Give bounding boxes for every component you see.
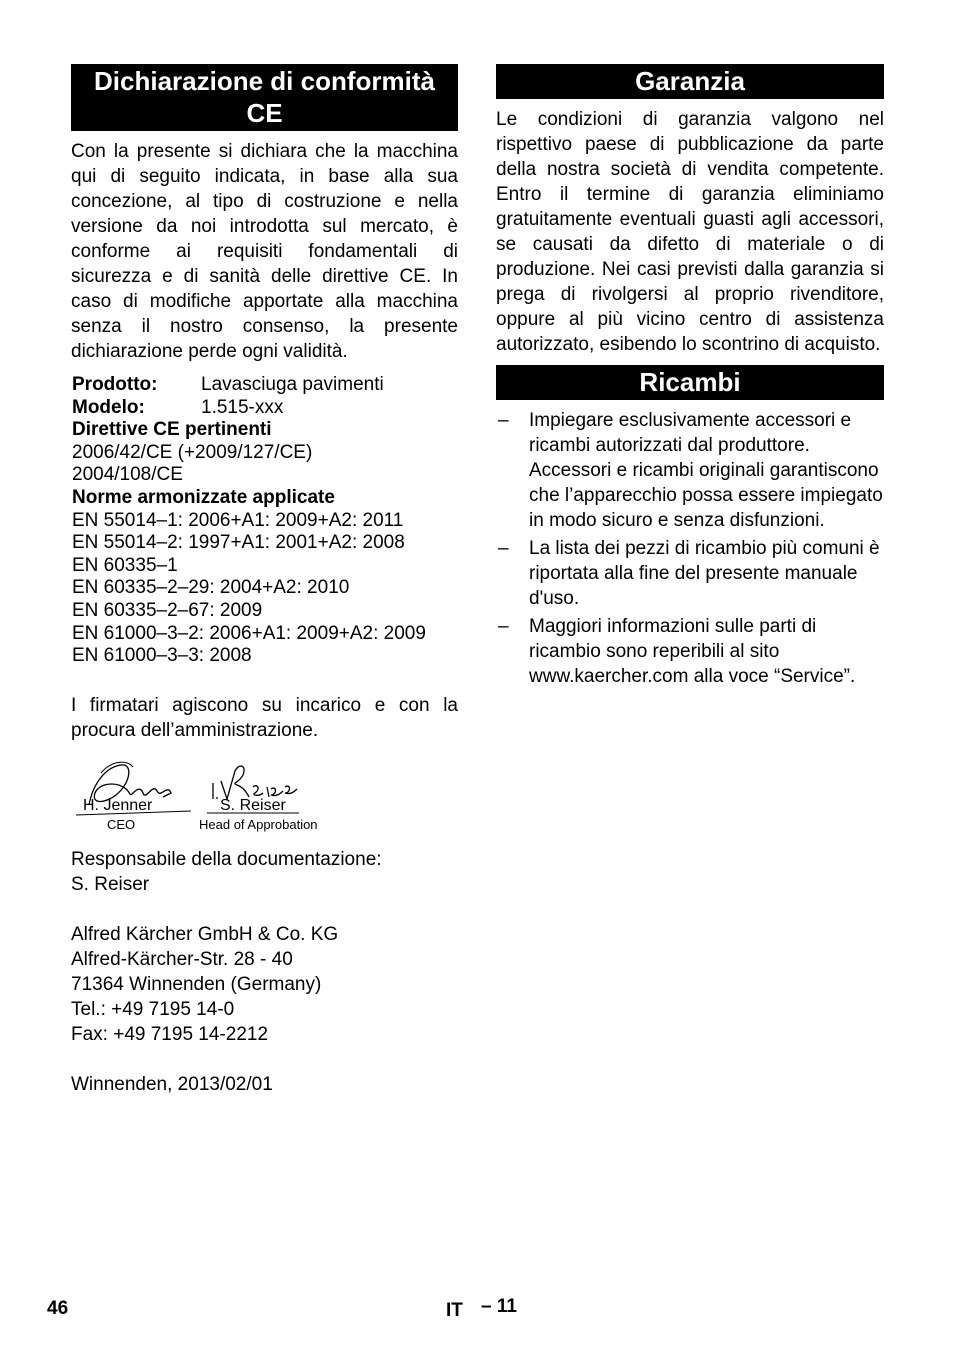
directives-heading: Direttive CE pertinenti	[72, 419, 272, 441]
spare-parts-list	[496, 408, 884, 689]
signatories-paragraph: I firmatari agiscono su incarico e con la procura dell’amministrazione.	[71, 694, 458, 741]
documentation-responsible	[71, 847, 458, 897]
model-label: Modelo:	[72, 396, 145, 418]
norm-item: EN 60335–1	[72, 554, 178, 576]
company-address	[71, 922, 458, 1047]
doc-responsible-label: Responsabile della documentazione:	[71, 848, 382, 870]
model-value: 1.515-xxx	[201, 396, 284, 418]
section-heading-spare-parts: Ricambi	[496, 365, 884, 400]
section-page-number: – 11	[481, 1296, 517, 1317]
norm-item: EN 60335–2–29: 2004+A2: 2010	[72, 577, 350, 599]
product-label: Prodotto:	[72, 374, 158, 395]
list-item-text: La lista dei pezzi di ricambio più comuni è riportata alla fine del presente manuale d'uso.	[529, 538, 880, 609]
address-line: Tel.: +49 7195 14-0	[71, 998, 235, 1020]
section-heading-warranty: Garanzia	[496, 64, 884, 99]
section-heading-ce-declaration: Dichiarazione di conformità CE	[71, 64, 458, 131]
intro-paragraph: Con la presente si dichiara che la macchina qui di seguito indicata, in base alla sua concezione, al tipo di costruzione e nella versione da noi introdotta sul mercato, è conforme ai requisiti fondamentali di sicurezza e di sanità delle direttive CE. In caso di modifiche apportate alla macchina senza il nostro consenso, la presente dichiarazione perde ogni validità.	[71, 141, 458, 362]
bullet-dash: –	[498, 538, 509, 559]
bullet-dash: –	[498, 616, 509, 637]
left-column	[71, 64, 458, 1097]
norm-item: EN 55014–2: 1997+A1: 2001+A2: 2008	[72, 532, 405, 554]
list-item-text: Maggiori informazioni sulle parti di ricambio sono reperibili al sito www.kaercher.com alla voce “Service”.	[529, 616, 856, 687]
list-item-text: Impiegare esclusivamente accessori e ricambi autorizzati dal produttore. Accessori e ricambi originali garantiscono che l’apparecchio possa essere impiegato in modo sicuro e senza disfunzioni.	[529, 410, 883, 531]
signer2-name: S. Reiser	[220, 796, 286, 814]
product-value: Lavasciuga pavimenti	[201, 374, 384, 395]
address-line: Alfred-Kärcher-Str. 28 - 40	[71, 948, 293, 970]
signer1-role: CEO	[107, 816, 136, 832]
signature-block	[71, 753, 458, 845]
list-item	[496, 536, 884, 611]
place-date: Winnenden, 2013/02/01	[71, 1073, 273, 1095]
signer2-role: Head of Approbation	[199, 816, 318, 832]
warranty-paragraph: Le condizioni di garanzia valgono nel rispettivo paese di pubblicazione da parte della nostra società di vendita competente. Entro il termine di garanzia eliminiamo gratuitamente eventuali guasti agli accessori, se causati da difetto di materiale o di produzione. Nei casi previsti dalla garanzia si prega di rivolgersi al proprio rivenditore, oppure al più vicino centro di assistenza autorizzato, esibendo lo scontrino di acquisto.	[496, 109, 884, 355]
bullet-dash: –	[498, 410, 509, 431]
norm-item: EN 60335–2–67: 2009	[72, 599, 263, 621]
norm-item: EN 61000–3–3: 2008	[72, 645, 252, 667]
directive-item: 2006/42/CE (+2009/127/CE)	[72, 441, 313, 463]
address-line: Alfred Kärcher GmbH & Co. KG	[71, 923, 339, 945]
model-row	[72, 397, 458, 420]
norm-item: EN 61000–3–2: 2006+A1: 2009+A2: 2009	[72, 622, 426, 644]
signer1-name: H. Jenner	[83, 796, 153, 814]
page-number: 46	[47, 1298, 69, 1319]
doc-responsible-name: S. Reiser	[71, 873, 150, 895]
product-spec-block	[72, 374, 458, 668]
product-row	[72, 374, 458, 397]
right-column	[496, 64, 884, 692]
norms-heading: Norme armonizzate applicate	[72, 486, 335, 508]
address-line: Fax: +49 7195 14-2212	[71, 1023, 269, 1045]
directive-item: 2004/108/CE	[72, 464, 183, 486]
list-item	[496, 614, 884, 689]
address-line: 71364 Winnenden (Germany)	[71, 973, 322, 995]
language-code: IT	[446, 1300, 463, 1321]
list-item	[496, 408, 884, 533]
norm-item: EN 55014–1: 2006+A1: 2009+A2: 2011	[72, 509, 404, 531]
